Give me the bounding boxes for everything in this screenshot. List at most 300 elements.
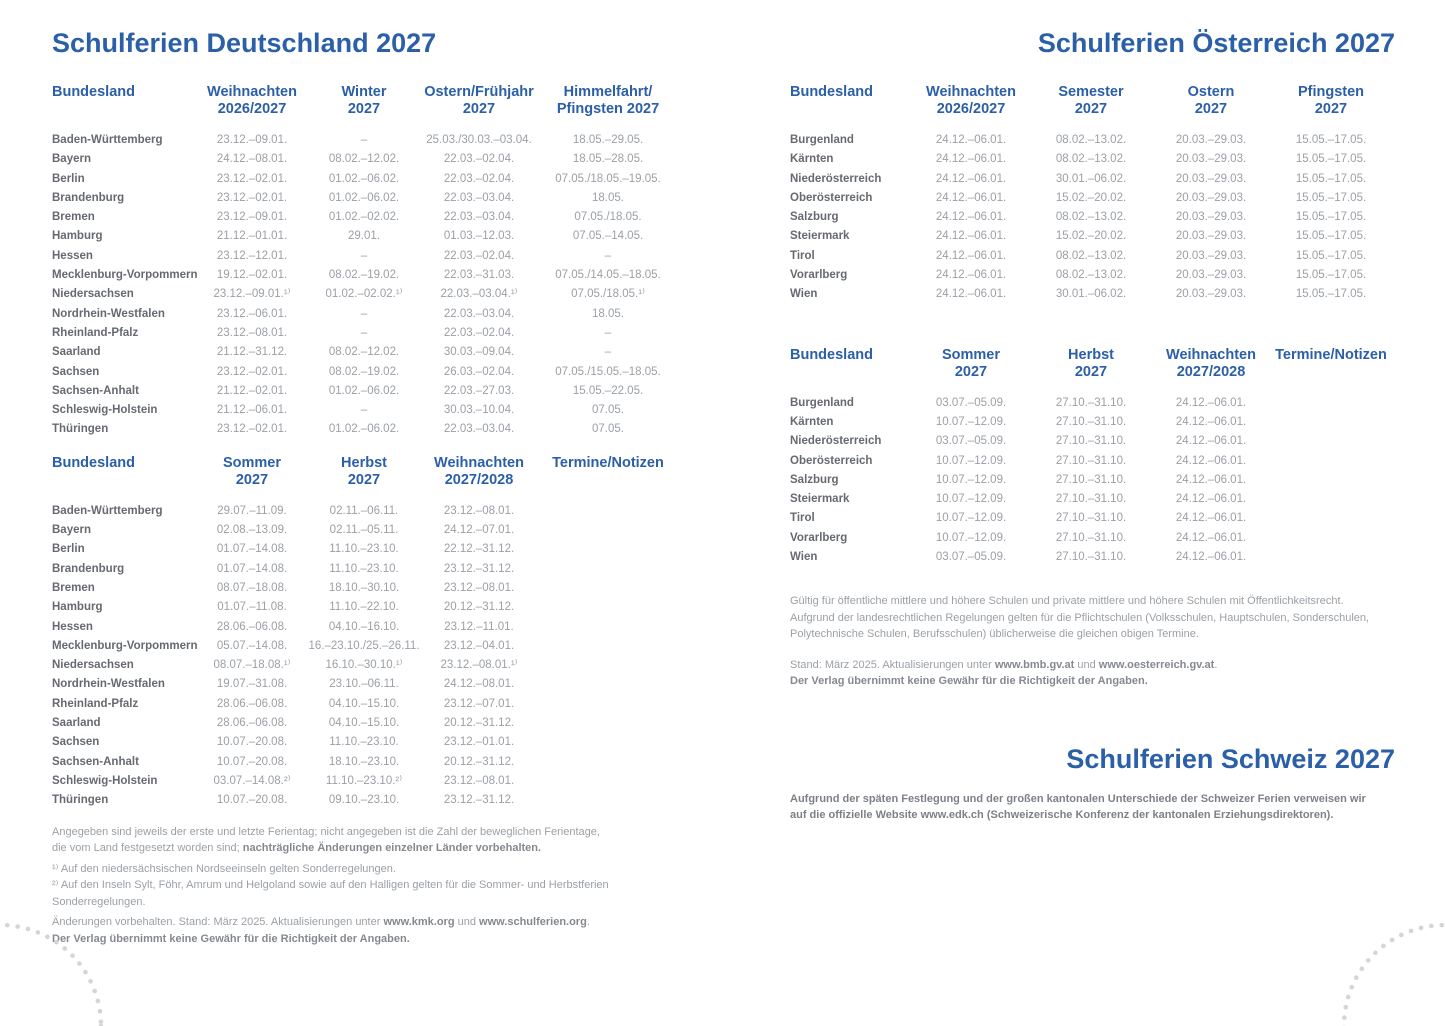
- date-range-cell: 07.05./15.05.–18.05.: [555, 365, 661, 378]
- note-text: nachträgliche Änderungen einzelner Länder vorbehalten.: [242, 842, 542, 854]
- state-name: Berlin: [52, 543, 85, 556]
- date-range-cell: 30.03.–09.04.: [443, 346, 515, 359]
- note-line: [790, 673, 1395, 690]
- date-range-cell: 15.02.–20.02.: [1055, 230, 1127, 243]
- date-range-cell: 23.12.–08.01.: [443, 581, 515, 594]
- column-header-line: 2027: [954, 363, 988, 380]
- table-row: [52, 753, 692, 772]
- table-row: [790, 548, 1395, 567]
- date-range-cell: 20.03.–29.03.: [1175, 249, 1247, 262]
- date-range-cell: 27.10.–31.10.: [1055, 473, 1127, 486]
- table-row: [52, 208, 692, 227]
- state-name: Hessen: [52, 620, 93, 633]
- note-line: [790, 807, 1395, 824]
- state-name: Kärnten: [790, 415, 834, 428]
- table-body: [52, 502, 692, 811]
- date-range-cell: 11.10.–22.10.: [329, 601, 399, 614]
- date-range-cell: 18.10.–30.10.: [328, 581, 400, 594]
- date-range-cell: 24.12.–06.01.: [935, 211, 1007, 224]
- state-name: Wien: [790, 551, 818, 564]
- table-row: [52, 247, 692, 266]
- date-range-cell: 20.12.–31.12.: [443, 601, 515, 614]
- austria-switzerland-page: [722, 0, 1445, 1026]
- table-row: [52, 420, 692, 439]
- date-range-cell: 01.02.–06.02.: [328, 384, 400, 397]
- column-header: [308, 455, 420, 489]
- date-range-cell: 02.08.–13.09.: [216, 524, 288, 537]
- table-row: [52, 189, 692, 208]
- state-name: Oberösterreich: [790, 191, 873, 204]
- table-row: [52, 618, 692, 637]
- state-name: Tirol: [790, 249, 815, 262]
- date-range-cell: 24.12.–06.01.: [935, 288, 1007, 301]
- germany-footnotes: [52, 824, 692, 948]
- table-row: [52, 714, 692, 733]
- column-header: [538, 84, 678, 118]
- date-range-cell: 26.03.–02.04.: [443, 365, 515, 378]
- state-name: Thüringen: [52, 423, 109, 436]
- date-range-cell: 24.12.–08.01.: [216, 153, 288, 166]
- date-range-cell: 15.05.–17.05.: [1295, 153, 1367, 166]
- table-row: [790, 490, 1395, 509]
- table-row: [52, 521, 692, 540]
- germany-page-title: Schulferien Deutschland 2027: [52, 28, 437, 58]
- state-name: Vorarlberg: [790, 269, 848, 282]
- date-range-cell: 11.10.–23.10.: [329, 543, 399, 556]
- date-range-cell: 08.07.–18.08.¹⁾: [213, 659, 291, 672]
- note-text: auf die offizielle Website www.edk.ch (Schweizerische Konferenz der kantonalen Erziehungsdirektoren).: [790, 809, 1334, 822]
- date-range-cell: 15.05.–17.05.: [1295, 211, 1367, 224]
- state-name: Mecklenburg-Vorpommern: [52, 639, 198, 652]
- column-header: [1151, 84, 1271, 118]
- table-row: [52, 305, 692, 324]
- date-range-cell: 01.03.–12.03.: [443, 230, 515, 243]
- date-range-cell: 18.05.: [592, 191, 624, 204]
- date-range-cell: 20.03.–29.03.: [1175, 211, 1247, 224]
- table-row: [790, 189, 1395, 208]
- date-range-cell: 23.12.–04.01.: [443, 639, 515, 652]
- column-header-line: Herbst: [1068, 346, 1114, 363]
- column-header-line: Pfingsten 2027: [556, 101, 660, 117]
- state-name: Vorarlberg: [790, 531, 848, 544]
- date-range-cell: 23.12.–02.01.: [216, 423, 288, 436]
- date-range-cell: –: [604, 249, 612, 262]
- note-text: Änderungen vorbehalten. Stand: März 2025. Aktualisierungen unter: [52, 916, 384, 928]
- date-range-cell: 18.05.–29.05.: [572, 134, 644, 146]
- table-row: [52, 150, 692, 169]
- date-range-cell: 01.02.–06.02.: [328, 172, 400, 185]
- column-header-line: 2027: [1194, 101, 1228, 117]
- table-body: [52, 131, 692, 440]
- note-text: Der Verlag übernimmt keine Gewähr für die Richtigkeit der Angaben.: [52, 932, 410, 945]
- table-row: [52, 598, 692, 617]
- state-name: Thüringen: [52, 794, 109, 807]
- table-row: [790, 208, 1395, 227]
- date-range-cell: 03.07.–14.08.²⁾: [213, 774, 291, 787]
- note-line: [52, 824, 692, 841]
- date-range-cell: 22.03.–03.04.: [443, 191, 515, 204]
- state-name: Kärnten: [790, 153, 834, 166]
- table-row: [52, 560, 692, 579]
- state-name: Sachsen: [52, 736, 100, 749]
- date-range-cell: 24.12.–06.01.: [1175, 531, 1247, 544]
- date-range-cell: –: [604, 346, 612, 359]
- column-header-line: 2027/2028: [1176, 363, 1246, 380]
- date-range-cell: 24.12.–06.01.: [1175, 415, 1247, 428]
- column-header: [911, 84, 1031, 118]
- date-range-cell: 19.12.–02.01.: [216, 269, 288, 282]
- column-header-line: Sommer: [222, 454, 282, 471]
- date-range-cell: 02.11.–05.11.: [329, 524, 399, 537]
- column-header: [790, 84, 911, 101]
- column-header-line: Ostern/Frühjahr: [424, 84, 534, 100]
- date-range-cell: 16.10.–30.10.¹⁾: [325, 659, 403, 672]
- date-range-cell: 27.10.–31.10.: [1055, 493, 1127, 506]
- table-row: [52, 540, 692, 559]
- note-text: Polytechnische Schulen, Berufsschulen) üblicherweise die gleichen obigen Termine.: [790, 628, 1199, 641]
- date-range-cell: 22.03.–31.03.: [443, 269, 515, 282]
- column-header: [1271, 84, 1391, 118]
- date-range-cell: 22.03.–02.04.: [443, 172, 515, 185]
- date-range-cell: 23.12.–02.01.: [216, 365, 288, 378]
- date-range-cell: 15.02.–20.02.: [1055, 191, 1127, 204]
- date-range-cell: 24.12.–06.01.: [1175, 435, 1247, 448]
- table-row: [790, 227, 1395, 246]
- note-line: [52, 914, 692, 931]
- date-range-cell: 25.03./30.03.–03.04.: [426, 134, 532, 146]
- date-range-cell: 24.12.–06.01.: [935, 172, 1007, 185]
- table-row: [790, 150, 1395, 169]
- germany-holidays-table-2: [52, 455, 692, 811]
- date-range-cell: 10.07.–12.09.: [935, 512, 1007, 525]
- date-range-cell: 08.02.–13.02.: [1055, 249, 1127, 262]
- date-range-cell: 27.10.–31.10.: [1055, 454, 1127, 467]
- date-range-cell: 15.05.–17.05.: [1295, 249, 1367, 262]
- date-range-cell: 08.07.–18.08.: [216, 581, 288, 594]
- germany-holidays-table-1: [52, 84, 692, 440]
- date-range-cell: 10.07.–12.09.: [935, 493, 1007, 506]
- date-range-cell: 24.12.–06.01.: [1175, 512, 1247, 525]
- table-header-row: [52, 455, 692, 489]
- date-range-cell: 20.03.–29.03.: [1175, 153, 1247, 166]
- column-header-line: Bundesland: [790, 84, 873, 100]
- note-line: [52, 931, 692, 948]
- note-text: Angegeben sind jeweils der erste und letzte Ferientag; nicht angegeben ist die Zahl der beweglichen Ferientage,: [52, 825, 600, 838]
- date-range-cell: 22.03.–03.04.: [443, 211, 515, 224]
- date-range-cell: 24.12.–06.01.: [935, 153, 1007, 166]
- state-name: Burgenland: [790, 134, 854, 146]
- date-range-cell: –: [360, 307, 368, 320]
- note-text: ²⁾ Auf den Inseln Sylt, Föhr, Amrum und Helgoland sowie auf den Halligen gelten für die Sommer- und Herbstferien Sonderregelungen.: [52, 879, 609, 908]
- table-row: [790, 452, 1395, 471]
- date-range-cell: 04.10.–16.10.: [328, 620, 400, 633]
- date-range-cell: 21.12.–06.01.: [216, 404, 288, 417]
- column-header: [420, 84, 538, 118]
- note-text: www.kmk.org: [383, 916, 455, 928]
- date-range-cell: 08.02.–13.02.: [1055, 153, 1127, 166]
- date-range-cell: 30.01.–06.02.: [1055, 288, 1127, 301]
- date-range-cell: –: [360, 404, 368, 417]
- table-body: [790, 394, 1395, 568]
- date-range-cell: 29.01.: [348, 230, 380, 243]
- date-range-cell: 15.05.–17.05.: [1295, 269, 1367, 282]
- column-header: [196, 455, 308, 489]
- table-body: [790, 131, 1395, 305]
- date-range-cell: 08.02.–13.02.: [1055, 269, 1127, 282]
- date-range-cell: 11.10.–23.10.: [329, 562, 399, 575]
- column-header-line: Herbst: [341, 454, 387, 471]
- date-range-cell: 27.10.–31.10.: [1055, 435, 1127, 448]
- date-range-cell: 24.12.–07.01.: [443, 524, 515, 537]
- date-range-cell: 07.05./18.05.–19.05.: [555, 172, 661, 185]
- column-header-line: Winter: [341, 84, 387, 100]
- date-range-cell: –: [360, 326, 368, 339]
- date-range-cell: 01.02.–02.02.: [328, 211, 400, 224]
- date-range-cell: 07.05.–14.05.: [572, 230, 644, 243]
- column-header: [1031, 84, 1151, 118]
- state-name: Bayern: [52, 524, 91, 537]
- column-header-line: 2027: [1314, 101, 1348, 117]
- table-row: [52, 131, 692, 150]
- state-name: Schleswig-Holstein: [52, 774, 158, 787]
- date-range-cell: 16.–23.10./25.–26.11.: [308, 639, 420, 652]
- date-range-cell: 27.10.–31.10.: [1055, 512, 1127, 525]
- state-name: Sachsen: [52, 365, 100, 378]
- date-range-cell: 22.03.–27.03.: [443, 384, 515, 397]
- date-range-cell: 01.02.–06.02.: [328, 423, 400, 436]
- date-range-cell: 04.10.–15.10.: [328, 697, 400, 710]
- note-text: ¹⁾ Auf den niedersächsischen Nordseeinseln gelten Sonderregelungen.: [52, 862, 396, 875]
- date-range-cell: 23.12.–31.12.: [443, 794, 515, 807]
- note-text: .: [1214, 658, 1218, 671]
- date-range-cell: 10.07.–20.08.: [216, 736, 288, 749]
- note-text: Aufgrund der späten Festlegung und der großen kantonalen Unterschiede der Schweizer Ferien verweisen wir: [790, 792, 1366, 805]
- date-range-cell: 24.12.–06.01.: [935, 134, 1007, 146]
- state-name: Hessen: [52, 249, 93, 262]
- table-row: [790, 394, 1395, 413]
- state-name: Steiermark: [790, 230, 850, 243]
- date-range-cell: –: [604, 326, 612, 339]
- date-range-cell: 07.05.: [592, 423, 624, 436]
- state-name: Bremen: [52, 211, 95, 224]
- date-range-cell: 15.05.–17.05.: [1295, 230, 1367, 243]
- date-range-cell: 24.12.–06.01.: [935, 269, 1007, 282]
- date-range-cell: 15.05.–17.05.: [1295, 134, 1367, 146]
- date-range-cell: 20.03.–29.03.: [1175, 269, 1247, 282]
- state-name: Niedersachsen: [52, 659, 134, 672]
- state-name: Mecklenburg-Vorpommern: [52, 269, 198, 282]
- date-range-cell: –: [360, 134, 368, 146]
- date-range-cell: 01.07.–11.08.: [217, 601, 287, 614]
- column-header-line: Weihnachten: [207, 84, 297, 100]
- column-header-line: Pfingsten: [1297, 84, 1365, 100]
- state-name: Burgenland: [790, 396, 854, 409]
- date-range-cell: 02.11.–06.11.: [329, 504, 399, 517]
- note-text: .: [586, 916, 590, 928]
- note-line: [52, 877, 692, 910]
- date-range-cell: 24.12.–06.01.: [1175, 551, 1247, 564]
- table-row: [52, 791, 692, 810]
- column-header-line: Semester: [1058, 84, 1124, 100]
- date-range-cell: 21.12.–31.12.: [216, 346, 288, 359]
- date-range-cell: 11.10.–23.10.²⁾: [325, 774, 403, 787]
- column-header-line: Bundesland: [52, 84, 135, 100]
- column-header-line: 2027: [462, 101, 496, 117]
- table-row: [52, 382, 692, 401]
- table-row: [790, 413, 1395, 432]
- date-range-cell: 15.05.–22.05.: [572, 384, 644, 397]
- date-range-cell: 08.02.–13.02.: [1055, 134, 1127, 146]
- austria-page-title: Schulferien Österreich 2027: [1037, 28, 1395, 58]
- date-range-cell: 20.03.–29.03.: [1175, 230, 1247, 243]
- date-range-cell: 15.05.–17.05.: [1295, 288, 1367, 301]
- date-range-cell: 10.07.–12.09.: [935, 454, 1007, 467]
- date-range-cell: 08.02.–19.02.: [328, 269, 400, 282]
- note-text: Aufgrund der landesrechtlichen Regelungen gelten für die Pflichtschulen (Volksschulen, Hauptschulen, Sonderschulen,: [790, 611, 1370, 624]
- note-line: [790, 791, 1395, 808]
- date-range-cell: 22.03.–03.04.¹⁾: [440, 288, 518, 301]
- note-text: www.bmb.gv.at: [994, 658, 1075, 671]
- table-row: [52, 324, 692, 343]
- column-header: [52, 455, 196, 472]
- column-header: [1271, 347, 1391, 364]
- column-header-line: 2027/2028: [444, 471, 514, 488]
- note-text: und: [454, 916, 480, 928]
- date-range-cell: 30.03.–10.04.: [443, 404, 515, 417]
- state-name: Brandenburg: [52, 562, 125, 575]
- austria-footnotes: [790, 593, 1395, 690]
- column-header-line: Weihnachten: [1166, 346, 1256, 363]
- date-range-cell: 27.10.–31.10.: [1055, 551, 1127, 564]
- state-name: Rheinland-Pfalz: [52, 326, 139, 339]
- table-row: [790, 285, 1395, 304]
- table-row: [52, 675, 692, 694]
- table-row: [52, 266, 692, 285]
- table-row: [790, 529, 1395, 548]
- note-text: und: [1074, 658, 1099, 671]
- state-name: Sachsen-Anhalt: [52, 384, 139, 397]
- state-name: Saarland: [52, 346, 101, 359]
- date-range-cell: 23.12.–08.01.: [443, 774, 515, 787]
- date-range-cell: 05.07.–14.08.: [216, 639, 288, 652]
- date-range-cell: 23.12.–12.01.: [216, 249, 288, 262]
- state-name: Niederösterreich: [790, 172, 882, 185]
- date-range-cell: 11.10.–23.10.: [329, 736, 399, 749]
- date-range-cell: 20.03.–29.03.: [1175, 134, 1247, 146]
- date-range-cell: 23.12.–11.01.: [444, 620, 514, 633]
- date-range-cell: 18.05.–28.05.: [572, 153, 644, 166]
- state-name: Brandenburg: [52, 191, 125, 204]
- date-range-cell: 20.03.–29.03.: [1175, 191, 1247, 204]
- column-header-line: 2027: [347, 471, 381, 488]
- date-range-cell: 22.03.–03.04.: [443, 423, 515, 436]
- column-header: [911, 347, 1031, 381]
- state-name: Niederösterreich: [790, 435, 882, 448]
- date-range-cell: 23.12.–02.01.: [216, 172, 288, 185]
- date-range-cell: 10.07.–20.08.: [216, 794, 288, 807]
- date-range-cell: 23.12.–09.01.¹⁾: [213, 288, 291, 301]
- column-header-line: 2027: [1074, 101, 1108, 117]
- table-row: [52, 656, 692, 675]
- date-range-cell: 23.12.–01.01.: [443, 736, 515, 749]
- column-header-line: Bundesland: [52, 454, 135, 471]
- table-row: [790, 432, 1395, 451]
- date-range-cell: 24.12.–06.01.: [1175, 454, 1247, 467]
- table-row: [52, 637, 692, 656]
- date-range-cell: 10.07.–12.09.: [935, 473, 1007, 486]
- column-header: [1031, 347, 1151, 381]
- state-name: Berlin: [52, 172, 85, 185]
- note-line: [790, 593, 1395, 610]
- date-range-cell: 01.07.–14.08.: [216, 543, 288, 556]
- note-text: die vom Land festgesetzt worden sind;: [52, 842, 243, 854]
- date-range-cell: 24.12.–06.01.: [935, 191, 1007, 204]
- date-range-cell: 18.10.–23.10.: [328, 755, 400, 768]
- date-range-cell: 10.07.–12.09.: [935, 415, 1007, 428]
- date-range-cell: 27.10.–31.10.: [1055, 415, 1127, 428]
- date-range-cell: 30.01.–06.02.: [1055, 172, 1127, 185]
- state-name: Rheinland-Pfalz: [52, 697, 139, 710]
- table-header-row: [790, 347, 1395, 381]
- note-line: [790, 657, 1395, 674]
- state-name: Wien: [790, 288, 818, 301]
- note-text: Stand: März 2025. Aktualisierungen unter: [790, 658, 995, 671]
- date-range-cell: 27.10.–31.10.: [1055, 396, 1127, 409]
- date-range-cell: 20.12.–31.12.: [443, 755, 515, 768]
- date-range-cell: 07.05./18.05.: [574, 211, 642, 224]
- table-row: [52, 579, 692, 598]
- state-name: Tirol: [790, 512, 815, 525]
- table-row: [790, 131, 1395, 150]
- column-header-line: 2026/2027: [217, 101, 287, 117]
- column-header-line: Termine/Notizen: [552, 454, 664, 471]
- date-range-cell: 20.03.–29.03.: [1175, 288, 1247, 301]
- column-header-line: 2027: [347, 101, 381, 117]
- column-header: [1151, 347, 1271, 381]
- date-range-cell: 01.07.–14.08.: [216, 562, 288, 575]
- note-line: [790, 610, 1395, 627]
- column-header-line: Weihnachten: [434, 454, 524, 471]
- table-row: [52, 401, 692, 420]
- date-range-cell: 23.10.–06.11.: [329, 678, 399, 691]
- date-range-cell: 15.05.–17.05.: [1295, 191, 1367, 204]
- date-range-cell: 24.12.–06.01.: [1175, 396, 1247, 409]
- date-range-cell: 23.12.–08.01.¹⁾: [440, 659, 518, 672]
- date-range-cell: 08.02.–13.02.: [1055, 211, 1127, 224]
- state-name: Baden-Württemberg: [52, 504, 163, 517]
- column-header-line: 2027: [235, 471, 269, 488]
- table-row: [52, 363, 692, 382]
- table-row: [52, 772, 692, 791]
- date-range-cell: 23.12.–06.01.: [216, 307, 288, 320]
- state-name: Bayern: [52, 153, 91, 166]
- austria-holidays-table-1: [790, 84, 1395, 305]
- column-header: [790, 347, 911, 364]
- table-row: [52, 170, 692, 189]
- germany-page: [0, 0, 722, 1026]
- date-range-cell: 21.12.–01.01.: [216, 230, 288, 243]
- date-range-cell: 22.12.–31.12.: [443, 543, 515, 556]
- date-range-cell: 09.10.–23.10.: [328, 794, 400, 807]
- date-range-cell: 08.02.–12.02.: [328, 153, 400, 166]
- note-text: Der Verlag übernimmt keine Gewähr für die Richtigkeit der Angaben.: [790, 675, 1148, 688]
- table-row: [52, 343, 692, 362]
- column-header: [196, 84, 308, 118]
- date-range-cell: 23.12.–09.01.: [216, 134, 288, 146]
- date-range-cell: 18.05.: [592, 307, 624, 320]
- switzerland-page-title: Schulferien Schweiz 2027: [1066, 743, 1395, 774]
- date-range-cell: 22.03.–02.04.: [443, 153, 515, 166]
